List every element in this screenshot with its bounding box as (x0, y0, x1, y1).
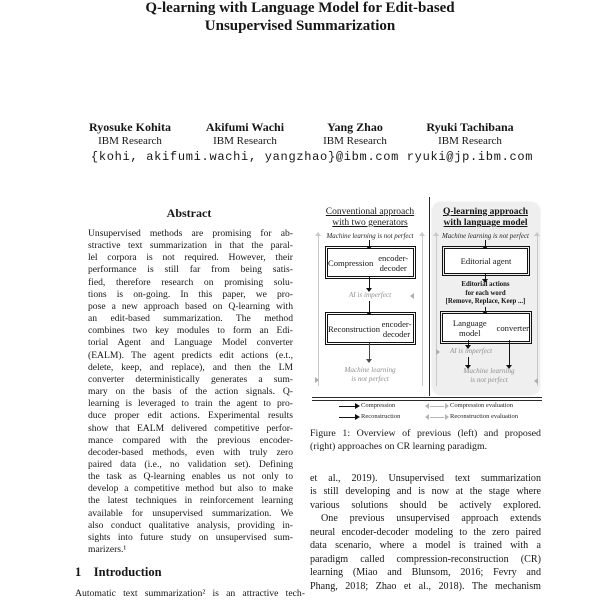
evaluation-line-icon (537, 236, 538, 386)
reconstruction-eval-arrow-icon (430, 417, 444, 418)
right-arrow-icon (315, 377, 319, 383)
right-top-note: Machine learning is not perfect (442, 233, 529, 240)
author-block-3 (300, 120, 410, 148)
conventional-approach-title: Conventional approach with two generators (325, 207, 415, 228)
left-arrow-icon (410, 293, 414, 299)
qlearning-approach-title: Q-learning approach with language model (442, 207, 529, 228)
paper-title: Q-learning with Language Model for Edit-based Unsupervised Summarization (145, 0, 455, 34)
left-bottom-note: Machine learning is not perfect (344, 366, 396, 383)
left-arrow-icon (534, 378, 538, 384)
down-arrow-icon (468, 357, 469, 365)
author-name: Yang Zhao (327, 120, 383, 134)
down-arrow-icon (369, 277, 370, 288)
down-arrow-icon (369, 301, 370, 312)
evaluation-line-icon (422, 236, 423, 386)
left-mid-note: AI is imperfect (348, 291, 392, 299)
author-block-4 (405, 120, 535, 148)
author-affiliation: IBM Research (213, 135, 277, 147)
figure-1 (312, 196, 542, 424)
right-bottom-note: Machine learning is not perfect (463, 367, 515, 384)
legend-reconstruction-evaluation: Reconstruction evaluation (450, 413, 519, 420)
author-emails-group: {kohi, akifumi.wachi, yangzhao}@ibm.com (90, 150, 400, 164)
down-arrow-icon (369, 240, 370, 246)
author-block-1 (75, 120, 185, 148)
down-arrow-icon (369, 343, 370, 359)
down-arrow-icon (485, 307, 486, 311)
evaluation-line-icon (436, 236, 437, 386)
author-email-last: ryuki@jp.ibm.com (406, 150, 534, 164)
editorial-agent-box: Editorial agent (444, 248, 528, 274)
down-arrow-icon (485, 274, 486, 279)
author-name: Ryuki Tachibana (426, 120, 514, 134)
author-block-2 (186, 120, 304, 148)
left-top-note: Machine learning is not perfect (326, 233, 414, 240)
right-mid-note: AI is imperfect (449, 347, 493, 355)
editorial-actions-label: Editorial actions for each word [Remove, Replace, Keep ...] (445, 281, 526, 306)
author-name: Akifumi Wachi (205, 120, 285, 134)
language-model-converter-box: Language model converter (442, 313, 530, 342)
down-arrow-icon (509, 340, 510, 365)
abstract-heading: Abstract (166, 206, 212, 220)
reconstruction-arrow-icon (339, 417, 355, 418)
author-affiliation: IBM Research (98, 135, 162, 147)
compression-arrow-icon (339, 406, 355, 407)
figure-caption: Figure 1: Overview of previous (left) and proposed (right) approaches on CR learning paradigm. (310, 428, 541, 453)
right-arrow-icon (436, 349, 440, 355)
evaluation-line-icon (318, 236, 319, 386)
down-arrow-icon (468, 340, 469, 345)
abstract-text: Unsupervised methods are promising for ab- stractive text summarization in that the paral- lel corpora is not required. However, their performance is still far from being satis- fied, therefore research on promising solu- tions is on-going. In this paper, we pro- pose a new approach based on Q-learning with an edit-based summarization. The method combines two key modules to form an Edi- torial Agent and Language Model converter (EALM). The agent predicts edit actions (e.t., delete, keep, and replace), and then the LM converter deterministically generates a sum- mary on the basis of the action signals. Q- learning is leveraged to train the agent to pro- duce proper edit actions. Experimental results show that EALM delivered competitive perfor- mance compared with the previous encoder- decoder-based methods, even with truly zero paired data (i.e., no validation set). Defining the task as Q-learning enables us not only to develop a competitive method but also to make the latest techniques in reinforcement learning available for unsupervised summarization. We also conduct qualitative analysis, providing in- sights into future study on unsupervised sum- marizers.¹ (88, 228, 293, 556)
compression-encoder-decoder-box: Compression encoder-decoder (327, 248, 414, 277)
legend-compression-evaluation: Compression evaluation (450, 402, 514, 409)
introduction-text: Automatic text summarization² is an attractive tech- (75, 588, 305, 599)
reconstruction-encoder-decoder-box: Reconstruction encoder-decoder (327, 314, 414, 343)
author-name: Ryosuke Kohita (89, 120, 171, 134)
author-affiliation: IBM Research (438, 135, 502, 147)
compression-eval-arrow-icon (430, 406, 444, 407)
section-heading-introduction: 1 Introduction (75, 565, 162, 579)
right-column-text: et al., 2019). Unsupervised text summarization is still developing and is now at the stage where various solutions should be actively explored. One previous unsupervised approach extends neural encoder-decoder modeling to the zero paired data scenario, where a model is trained with a paradigm called compression-reconstruction (CR) learning (Miao and Blunsom, 2016; Fevry and Phang, 2018; Zhao et al., 2018). The mechanism (310, 473, 541, 592)
legend-compression: Compression (361, 402, 396, 409)
down-arrow-icon (485, 240, 486, 246)
author-affiliation: IBM Research (323, 135, 387, 147)
legend-reconstruction: Reconstruction (361, 413, 401, 420)
